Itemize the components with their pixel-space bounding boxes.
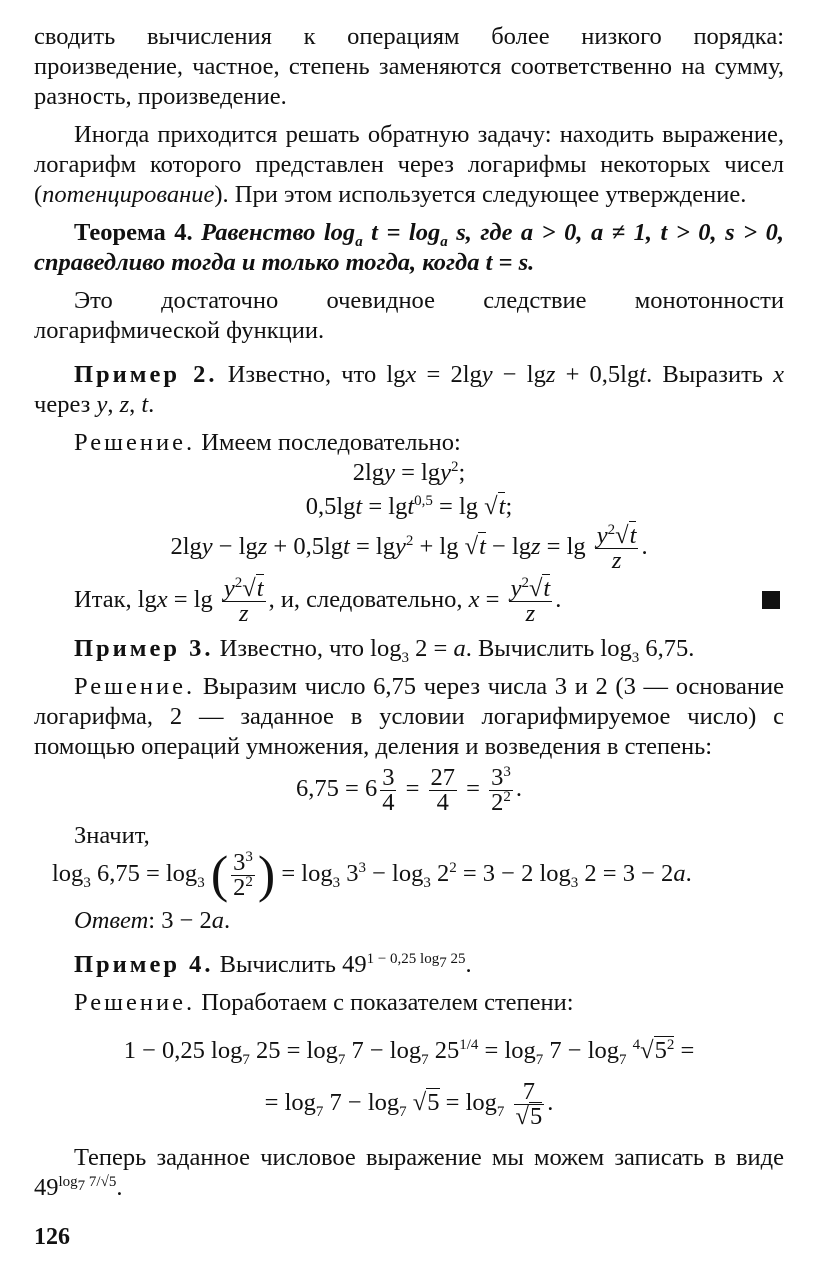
example-3-eq-2: $\log_3 6,75 = \log_3$ ( $\frac{3^3}{2^2}$ ) = $\log_3 3^3 - \log_3 2^2 = 3 - 2$ $\log_3 2 = 3 - 2a$. [52, 846, 692, 904]
paragraph-2 [34, 120, 784, 210]
example-4-statement: Пример 4. Вычислить $49^{1 - 0,25 log_7 25}$. [74, 950, 472, 978]
example-3-answer: Ответ: 3 − 2a. [74, 907, 231, 934]
example-4-label: Пример 4. [74, 951, 214, 978]
paragraph-2-start: Иногда приходится решать обратную задачу: находить выражение, логарифм которого представлен через логарифмы некоторых чисел ( [34, 121, 784, 208]
example-4-eq-1: 1 − 0,25 $\log_7 25 = \log_7 7 - \log_7 25^{1/4} = \log_7 7 - \log_7 ^4√5^2$ = [123, 1036, 695, 1068]
example-4-solution: Решение. Поработаем с показателем степени: [74, 989, 574, 1016]
theorem-4 [34, 218, 784, 278]
example-3-answer-label: Ответ [74, 907, 149, 934]
example-3-label: Пример 3. [74, 635, 214, 662]
paragraph-1: сводить вычисления к операциям более низкого порядка: произведение, частное, степень заменяются соответственно на сумму, разность, произведение. [34, 23, 784, 110]
end-of-proof-square [762, 591, 780, 609]
paragraph-2-end: ). При этом используется следующее утверждение. [214, 181, 747, 208]
theorem-statement: Равенство $\log_a t = \log_a s$, где a > 0, a ≠ 1, t > 0, s > 0, справедливо тогда и только тогда, когда t = s. [34, 219, 784, 276]
example-2-eq-2: 0,5lgt = lgt$^{0,5}$ = lg √t; [305, 492, 513, 520]
example-4-solution-label: Решение. [74, 989, 196, 1016]
paragraph-3: Это достаточно очевидное следствие монотонности логарифмической функции. [34, 287, 784, 344]
example-3-solution: Решение. Выразим число 6,75 через числа 3 и 2 (3 — основание логарифма, 2 — заданное в условии логарифмируемое число) с помощью операций умножения, деления и возведения в степень: [34, 673, 785, 760]
example-3-solution-label: Решение. [74, 673, 196, 700]
example-2-eq-1: 2lgy = lgy$^2$; [352, 458, 466, 486]
example-2-eq-3: 2lgy − lgz + 0,5lgt = lgy$^2$ + lg √t − lgz = lg $\frac{y^2√t}{z}$ . [170, 521, 648, 574]
paragraph-2-italic: потенцирование [42, 181, 215, 208]
example-2-label: Пример 2. [74, 361, 218, 388]
example-4-eq-2: = $\log_7 7 - \log_7 √5 = \log_7$ $\frac{7}{√5}$ . [264, 1078, 554, 1130]
example-2-statement: Пример 2. Известно, что lgx = 2lgy − lgz + 0,5lgt. Выразить x через y, z, t. [34, 361, 784, 418]
example-4-closing: Теперь заданное числовое выражение мы можем записать в виде $49^{log_7 7/√5}$. [34, 1144, 784, 1201]
example-3-statement: Пример 3. Известно, что $\log_3 2 = a$. Вычислить $\log_3 6,75$. [74, 635, 695, 666]
page-body [34, 22, 784, 1203]
example-2-solution-intro: Решение. Имеем последовательно: [74, 429, 461, 456]
example-3-so: Значит, [74, 822, 150, 849]
theorem-label: Теорема 4. [74, 219, 193, 246]
example-3-eq-1: 6,75 = 6 $\frac{3}{4}$ = $\frac{27}{4}$ = $\frac{3^3}{2^2}$ . [296, 763, 522, 816]
page-number: 126 [34, 1224, 70, 1250]
example-2-conclusion: Итак, lgx = lg $\frac{y^2√t}{z}$ , и, следовательно, x = $\frac{y^2√t}{z}$ . [34, 577, 784, 626]
example-2-solution-label: Решение. [74, 429, 196, 456]
